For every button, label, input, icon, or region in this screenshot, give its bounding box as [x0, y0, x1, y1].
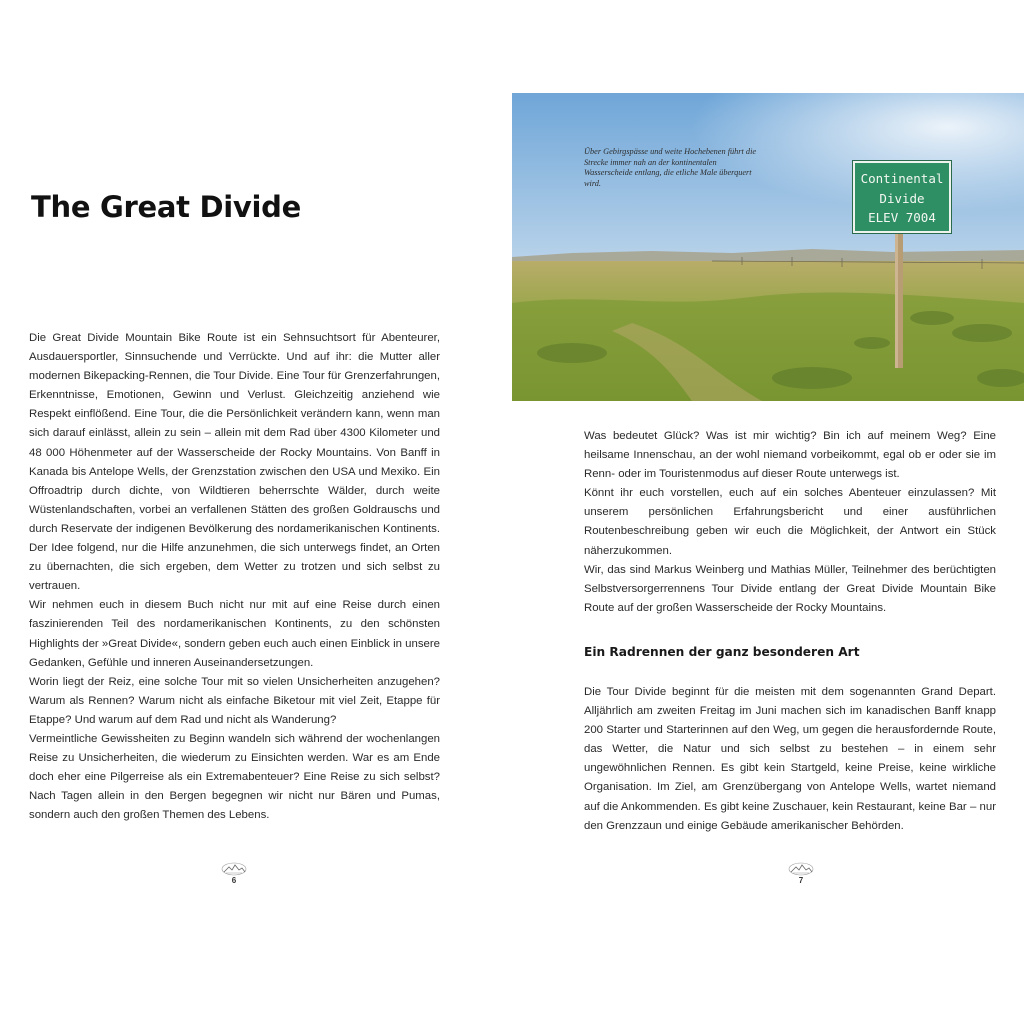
chapter-title: The Great Divide [31, 190, 301, 224]
mountain-logo-icon [788, 862, 814, 876]
page-number: 7 [798, 876, 804, 885]
paragraph: Die Great Divide Mountain Bike Route ist ein Sehnsuchtsort für Abenteurer, Ausdauersportler, Sinnsuchende und Verrückte. Und auf ihr: die Mutter aller modernen Bikepacking-Rennen, die Tour Divide. Eine Tour für Grenzerfahrungen, Erkenntnisse, Emotionen, Gewinn und Verlust. Gleichzeitig anziehend wie Respekt einflößend. Eine Tour, die die Persönlichkeit verändern kann, wenn man sich darauf einlässt, allein zu sein – allein mit dem Rad über 4300 Kilometer und 48 000 Höhenmeter auf der Wasserscheide der Rocky Mountains. Von Banff in Kanada bis Antelope Wells, der Grenzstation zwischen den USA und Mexiko. Ein Offroadtrip durch dichte, von Wildtieren beherrschte Wälder, durch weite Wüstenlandschaften, vorbei an verfallenen Stätten des großen Goldrauschs und durch Reservate der indigenen Bevölkerung des nordamerikanischen Kontinents. Der Idee folgend, nur die Hilfe anzunehmen, die sich unterwegs findet, an Orten zu übernachten, die sich ergeben, dem Wetter zu trotzen und sich selbst zu vertrauen. [29, 332, 440, 593]
page-footer [214, 862, 254, 885]
left-body-text [29, 329, 440, 825]
continental-divide-sign [853, 161, 951, 233]
sign-line: ELEV 7004 [868, 210, 936, 225]
prairie-photo [512, 93, 1024, 401]
photo-caption: Über Gebirgspässe und weite Hochebenen führt die Strecke immer nah an der kontinentalen Wasserscheide entlang, die etliche Male überquert wird. [584, 147, 757, 188]
paragraph: Wir, das sind Markus Weinberg und Mathias Müller, Teilnehmer des berüchtigten Selbstversorgerrennens Tour Divide entlang der Great Divide Mountain Bike Route auf der großen Wasserscheide der Rocky Mountains. [584, 563, 996, 614]
paragraph: Was bedeutet Glück? Was ist mir wichtig? Bin ich auf meinem Weg? Eine heilsame Innenschau, an der wohl niemand vorbeikommt, egal ob er oder sie im Renn- oder im Touristenmodus auf dieser Route unterwegs ist. [584, 430, 996, 481]
section-subheading: Ein Radrennen der ganz besonderen Art [584, 645, 860, 659]
paragraph: Wir nehmen euch in diesem Buch nicht nur mit auf eine Reise durch einen faszinierenden Teil des nordamerikanischen Kontinents, zu den schönsten Highlights der »Great Divide«, sondern geben euch auch einen Einblick in unsere Gedanken, Gefühle und inneren Auseinandersetzungen. [29, 599, 440, 669]
right-body-text-bottom [584, 683, 996, 836]
page-footer [781, 862, 821, 885]
paragraph: Könnt ihr euch vorstellen, euch auf ein solches Abenteuer einzulassen? Mit unserem persönlichen Erfahrungsbericht und einer ausführlichen Routenbeschreibung geben wir euch die Möglichkeit, der Antwort ein Stück näherzukommen. [584, 487, 996, 557]
paragraph: Vermeintliche Gewissheiten zu Beginn wandeln sich während der wochenlangen Reise zu Unsicherheiten, die wiederum zu Einsichten werden. War es am Ende doch eher eine Pilgerreise als ein Extremabenteuer? Eine Reise zu sich selbst? Nach Tagen allein in den Bergen begegnen wir nicht nur Bären und Pumas, sondern auch den großen Themen des Lebens. [29, 732, 440, 822]
right-body-text-top [584, 427, 996, 618]
page-number: 6 [231, 876, 237, 885]
sign-line: Divide [879, 190, 925, 206]
right-page [512, 0, 1024, 1024]
sign-line: Continental [860, 171, 944, 186]
paragraph: Worin liegt der Reiz, eine solche Tour mit so vielen Unsicherheiten anzugehen? Warum als Rennen? Warum nicht als einfache Biketour mit viel Zeit, Etappe für Etappe? Und warum auf dem Rad und nicht als Wanderung? [29, 675, 440, 726]
paragraph: Die Tour Divide beginnt für die meisten mit dem sogenannten Grand Depart. Alljährlich am zweiten Freitag im Juni machen sich im kanadischen Banff knapp 200 Starter und Starterinnen auf den Weg, um gegen die herausfordernde Route, das Wetter, die Natur und sich selbst zu bestehen – in einem sehr ungewöhnlichen Rennen. Es gibt kein Startgeld, keine Preise, keine wirkliche Organisation. Im Ziel, am Grenzübergang von Antelope Wells, wartet niemand auf die Ankommenden. Es gibt keine Zuschauer, kein Restaurant, keine Bar – nur den Grenzzaun und einige Gebäude amerikanischer Behörden. [584, 686, 996, 832]
mountain-logo-icon [221, 862, 247, 876]
landscape-image [512, 93, 1024, 401]
